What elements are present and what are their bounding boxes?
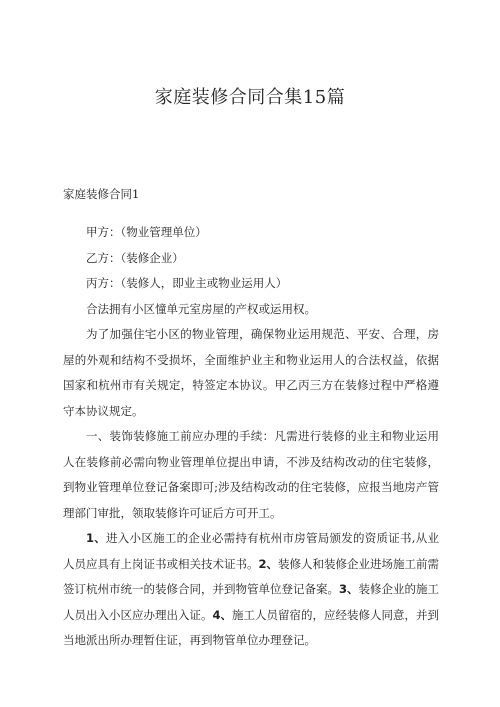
item-text: 装修企业的施工人员出入小区应办理出入证。 [63,582,440,622]
item-number: 2、 [258,556,279,571]
paragraph-ownership: 合法拥有小区憧单元室房屋的产权或运用权。 [86,301,316,316]
document-body [63,182,439,654]
item-text: 进入小区施工的企业必需持有杭州市房管局颁发的资质证书,从业人员应具有上岗证书或相关技术证书。 [63,531,439,571]
section-heading: 家庭装修合同1 [63,187,140,201]
paragraph-section-one: 一、装饰装修施工前应办理的手续：凡需进行装修的业主和物业运用人在装修前必需向物业管理单位提出申请，不涉及结构改动的住宅装修，到物业管理单位登记备案即可;涉及结构改动的住宅装修，应报当地房产管理部门审批，领取装修许可证后方可开工。 [63,429,439,520]
item-text: 施工人员留宿的，应经装修人同意，并到当地派出所办理暂住证，再到物管单位办理登记。 [63,607,440,647]
paragraph-party-c: 丙方：（装修人，即业主或物业运用人） [86,276,288,290]
paragraph-purpose: 为了加强住宅小区的物业管理，确保物业运用规范、平安、合理，房屋的外观和结构不受损坏，全面维护业主和物业运用人的合法权益，依据国家和杭州市有关规定，特签定本协议。甲乙丙三方在装修过程中严格遵守本协议规定。 [63,327,439,418]
paragraph-requirements [63,526,439,654]
document-title: 家庭装修合同合集15篇 [154,87,346,108]
item-text: 装修人和装修企业进场施工前需签订杭州市统一的装修合同，并到物管单位登记备案。 [63,556,440,596]
item-number: 1、 [86,531,107,545]
paragraph-party-a: 甲方：（物业管理单位） [86,225,207,239]
item-number: 4、 [212,607,233,622]
item-number: 3、 [339,582,359,596]
paragraph-party-b: 乙方：（装修企业） [86,250,184,265]
